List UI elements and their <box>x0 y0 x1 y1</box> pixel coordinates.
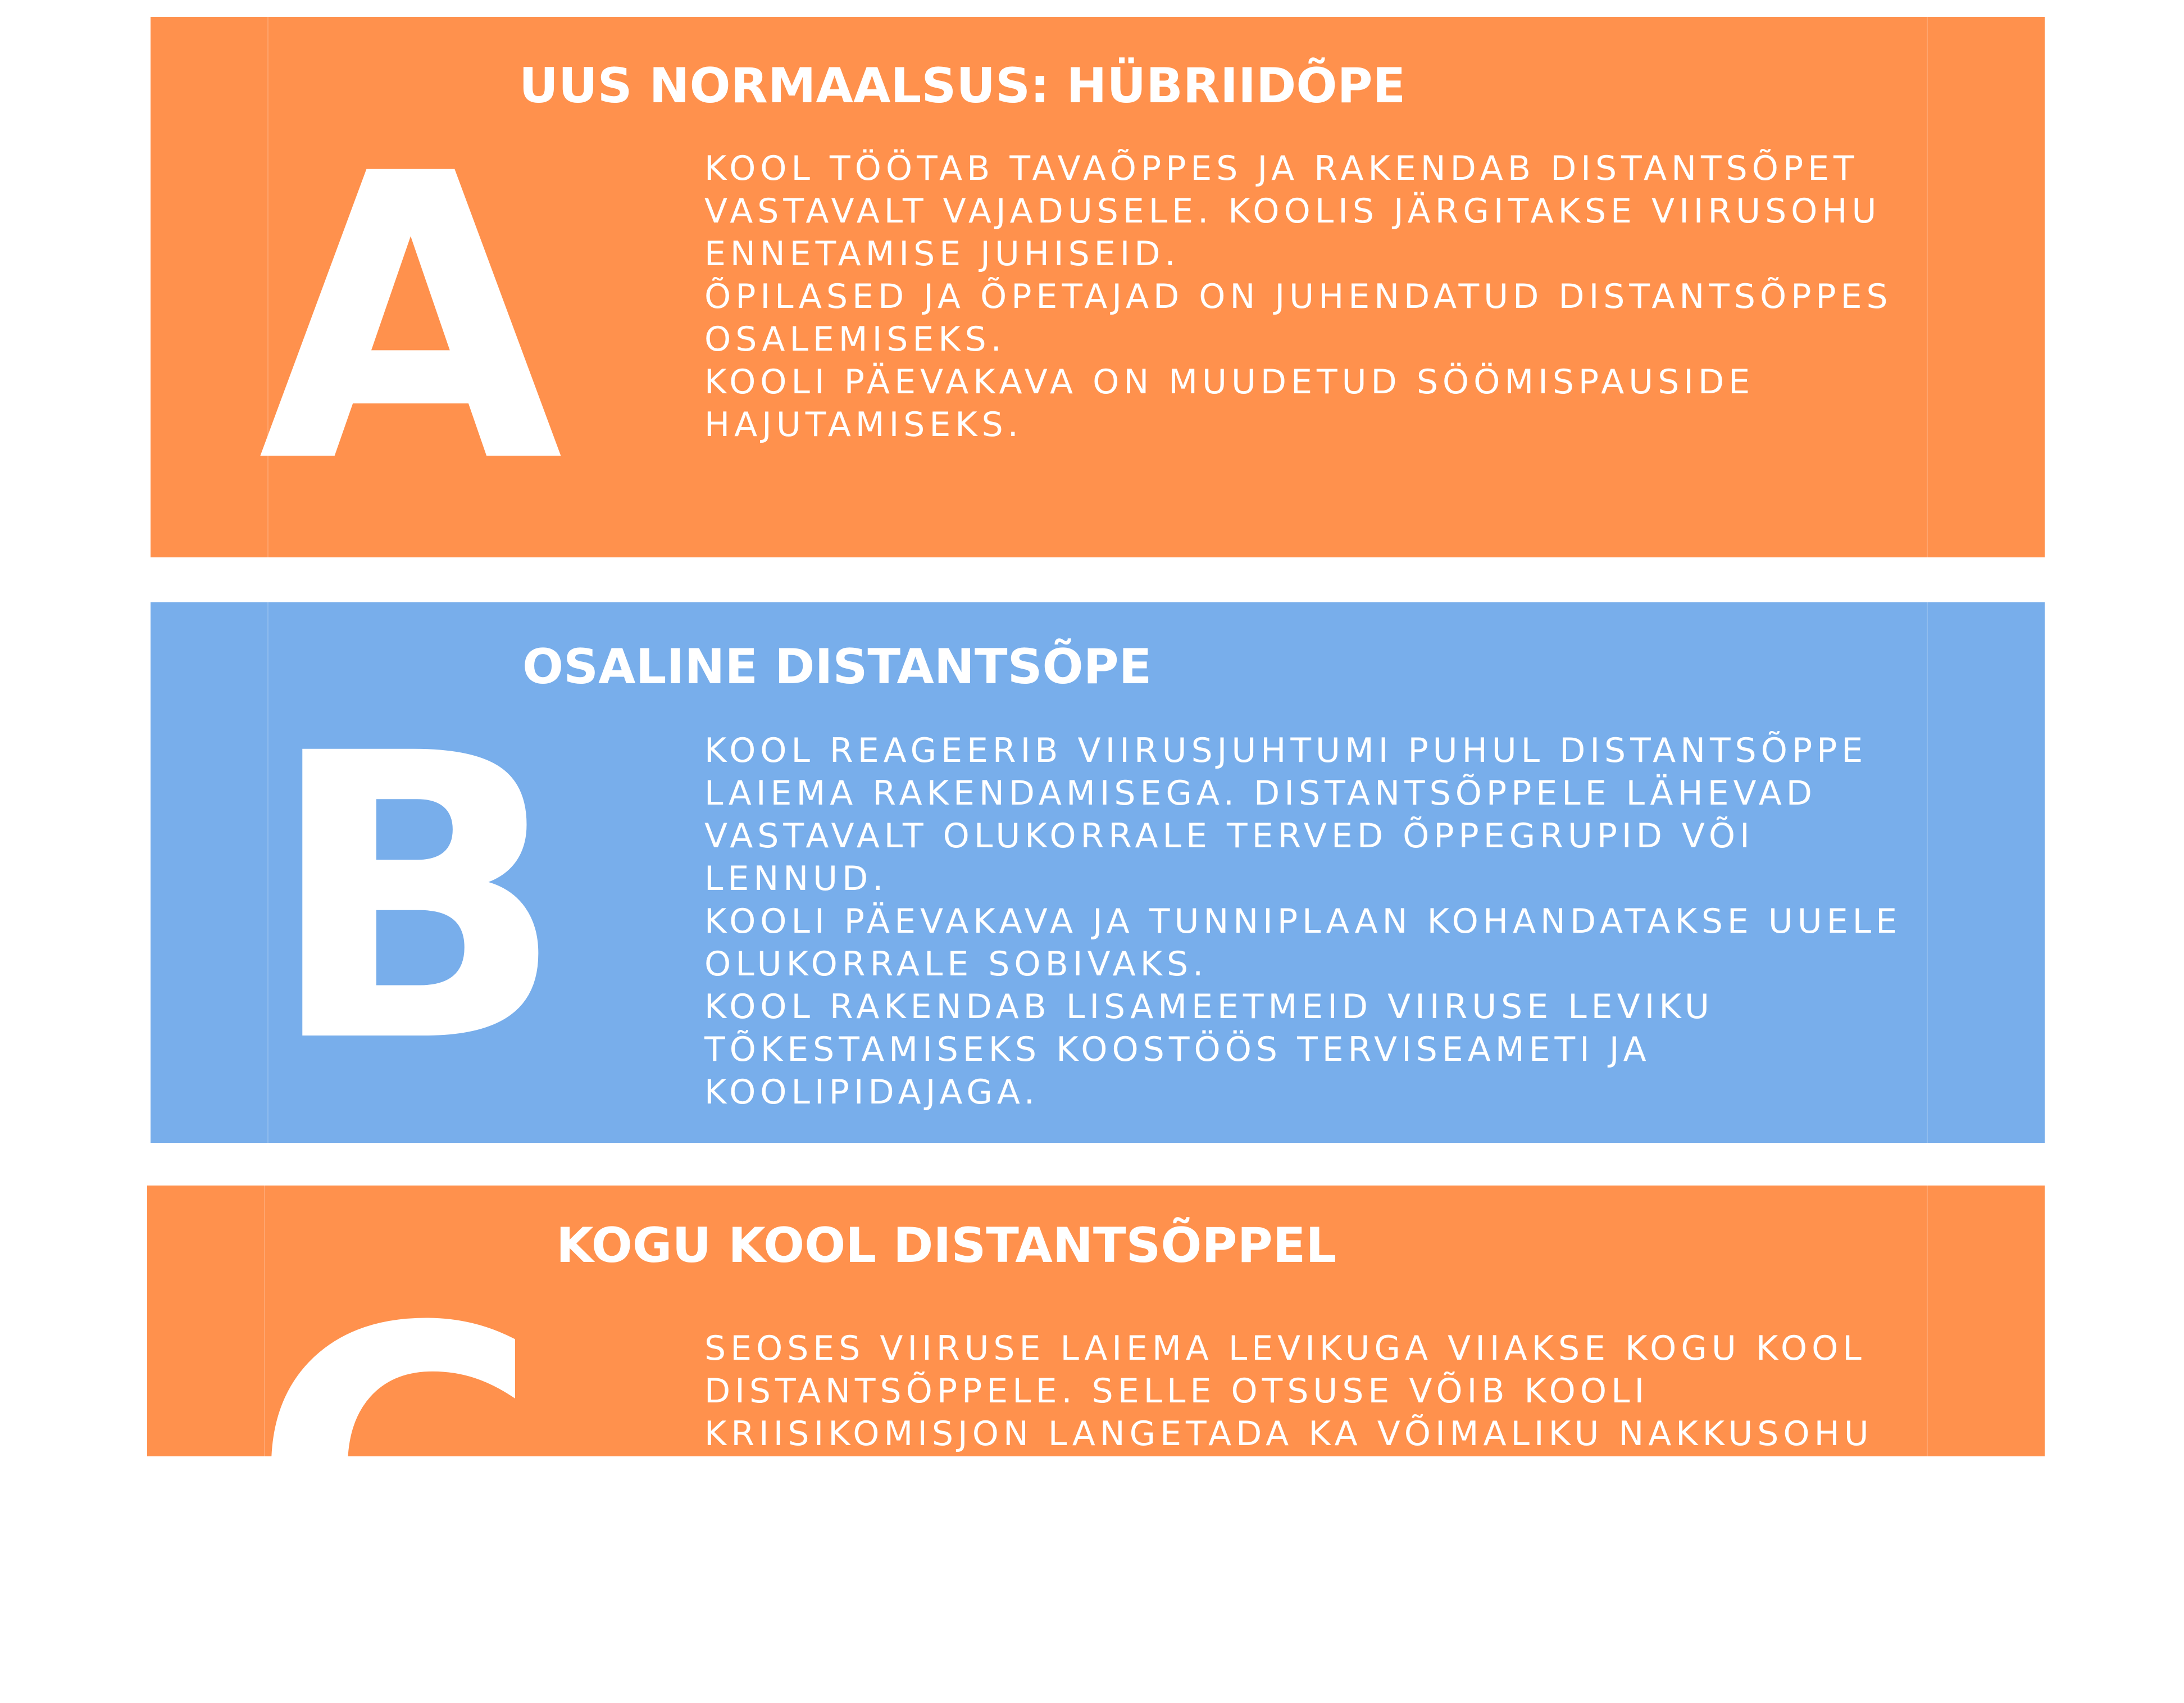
panel-a-paragraph: KOOL TÖÖTAB TAVAÕPPES JA RAKENDAB DISTANTSÕPET VASTAVALT VAJADUSELE. KOOLIS JÄRGITAKSE VIIRUSOHU ENNETAMISE JUHISEID. <box>704 149 1881 274</box>
panel-a-paragraph: ÕPILASED JA ÕPETAJAD ON JUHENDATUD DISTANTSÕPPES OSALEMISEKS. <box>704 277 1892 359</box>
panel-c-title: KOGU KOOL DISTANTSÕPPEL <box>556 1218 1337 1274</box>
panel-a-body <box>704 147 1929 446</box>
panel-b-paragraph: KOOL REAGEERIB VIIRUSJUHTUMI PUHUL DISTANTSÕPPE LAIEMA RAKENDAMISEGA. DISTANTSÕPPELE LÄHEVAD VASTAVALT OLUKORRALE TERVED ÕPPEGRUPID VÕI LENNUD. <box>704 731 1868 898</box>
panel-c-body <box>704 1327 1929 1455</box>
panel-b-letter: B <box>266 671 566 1129</box>
panel-b <box>151 602 2045 1143</box>
panel-a-title: UUS NORMAALSUS: HÜBRIIDÕPE <box>519 58 1406 114</box>
panel-c-letter: C <box>252 1245 540 1703</box>
panel-c-paragraph: SEOSES VIIRUSE LAIEMA LEVIKUGA VIIAKSE KOGU KOOL DISTANTSÕPPELE. SELLE OTSUSE VÕIB KOOLI KRIISIKOMISJON LANGETADA KA VÕIMALIKU NAKKUSOHU <box>704 1329 1873 1454</box>
panel-a-paragraph: KOOLI PÄEVAKAVA ON MUUDETUD SÖÖMISPAUSIDE HAJUTAMISEKS. <box>704 362 1755 444</box>
panel-a <box>151 17 2045 557</box>
panel-b-paragraph: KOOL RAKENDAB LISAMEETMEID VIIRUSE LEVIKU TÕKESTAMISEKS KOOSTÖÖS TERVISEAMETI JA KOOLIPIDAJAGA. <box>704 987 1714 1112</box>
panel-a-letter: A <box>258 91 563 549</box>
panel-c <box>147 1186 2045 1703</box>
panel-b-title: OSALINE DISTANTSÕPE <box>522 639 1152 695</box>
panel-b-body <box>704 729 1929 1114</box>
panel-b-paragraph: KOOLI PÄEVAKAVA JA TUNNIPLAAN KOHANDATAKSE UUELE OLUKORRALE SOBIVAKS. <box>704 902 1901 984</box>
